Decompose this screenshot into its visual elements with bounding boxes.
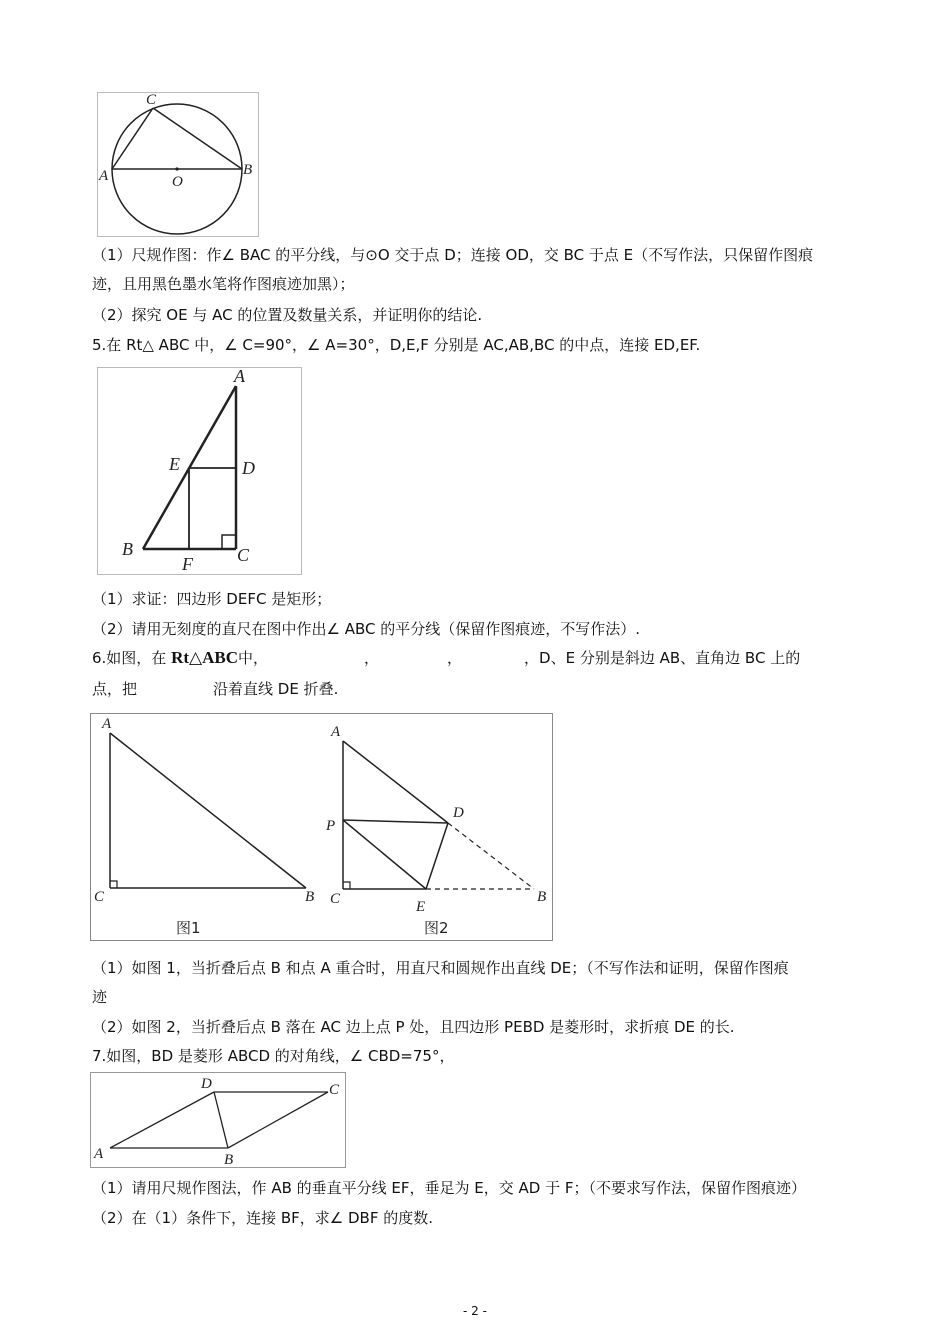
- q4-label-b: B: [243, 162, 253, 178]
- q4-part1-line1: （1）尺规作图：作∠ BAC 的平分线，与⊙O 交于点 D；连接 OD，交 BC 于点 E（不写作法，只保留作图痕: [92, 246, 814, 264]
- q5-label-a: A: [234, 367, 245, 386]
- q6-fig2-label-p: P: [326, 818, 336, 834]
- q4-part2: （2）探究 OE 与 AC 的位置及数量关系，并证明你的结论.: [92, 306, 483, 324]
- q6-part1-line2: 迹: [92, 988, 108, 1006]
- q6-fig1-caption: 图1: [176, 919, 201, 937]
- q6-rt-abc: Rt△ABC: [171, 648, 238, 667]
- q4-label-o: O: [172, 174, 183, 190]
- q5-label-b: B: [122, 539, 133, 559]
- q5-label-e: E: [169, 454, 180, 474]
- q7-label-a: A: [94, 1146, 104, 1162]
- q7-label-b: B: [224, 1152, 234, 1168]
- q5-triangle-figure: [97, 367, 302, 575]
- q5-part1: （1）求证：四边形 DEFC 是矩形；: [92, 590, 332, 608]
- q7-part1: （1）请用尺规作图法，作 AB 的垂直平分线 EF，垂足为 E，交 AD 于 F；（不要求写作法，保留作图痕迹）: [92, 1179, 806, 1197]
- page-number: - 2 -: [463, 1304, 487, 1318]
- q4-part1-line2: 迹，且用黑色墨水笔将作图痕迹加黑）；: [92, 275, 355, 293]
- q7-rhombus-figure: [90, 1072, 346, 1168]
- q6-fig2-label-b: B: [537, 889, 547, 905]
- q5-part2: （2）请用无刻度的直尺在图中作出∠ ABC 的平分线（保留作图痕迹，不写作法）.: [92, 620, 641, 638]
- q7-stem: 7.如图，BD 是菱形 ABCD 的对角线，∠ CBD=75°，: [92, 1047, 455, 1065]
- q6-line2-suffix: 沿着直线 DE 折叠.: [213, 680, 339, 698]
- q6-fig1-label-b: B: [305, 889, 315, 905]
- q6-fig1-label-c: C: [94, 889, 105, 905]
- q7-part2: （2）在（1）条件下，连接 BF，求∠ DBF 的度数.: [92, 1209, 433, 1227]
- q5-label-c: C: [237, 545, 250, 565]
- q6-comma-1: ，: [364, 649, 380, 667]
- q5-label-d: D: [242, 458, 255, 478]
- q4-label-a: A: [99, 168, 109, 184]
- q6-fig2-caption: 图2: [424, 919, 449, 937]
- q6-stem-rest: ，D、E 分别是斜边 AB、直角边 BC 上的: [524, 649, 801, 667]
- q6-part2: （2）如图 2，当折叠后点 B 落在 AC 边上点 P 处，且四边形 PEBD 是菱形时，求折痕 DE 的长.: [92, 1018, 735, 1036]
- q6-line2-prefix: 点，把: [92, 680, 138, 698]
- q6-comma-2: ，: [447, 649, 463, 667]
- q7-label-d: D: [201, 1076, 212, 1092]
- q6-fig2-label-e: E: [416, 899, 426, 915]
- q6-stem-prefix: 6.如图，在: [92, 649, 172, 667]
- q4-circle-figure: [97, 92, 259, 237]
- q6-fig2-label-c: C: [330, 891, 341, 907]
- q6-figures: [90, 713, 553, 941]
- q7-label-c: C: [329, 1082, 340, 1098]
- q6-fig2-label-a: A: [331, 724, 341, 740]
- q6-stem-line1: [92, 648, 800, 668]
- q6-stem-after-rt: 中，: [238, 649, 269, 667]
- q6-part1-line1: （1）如图 1，当折叠后点 B 和点 A 重合时，用直尺和圆规作出直线 DE；（不写作法和证明，保留作图痕: [92, 959, 789, 977]
- q6-fig1-label-a: A: [102, 716, 112, 732]
- q4-label-c: C: [146, 92, 157, 108]
- q5-label-f: F: [182, 554, 193, 574]
- q6-fig2-label-d: D: [453, 805, 464, 821]
- q5-stem: 5.在 Rt△ ABC 中，∠ C=90°，∠ A=30°，D,E,F 分别是 AC,AB,BC 的中点，连接 ED,EF.: [92, 336, 701, 354]
- q6-stem-line2: [92, 679, 338, 699]
